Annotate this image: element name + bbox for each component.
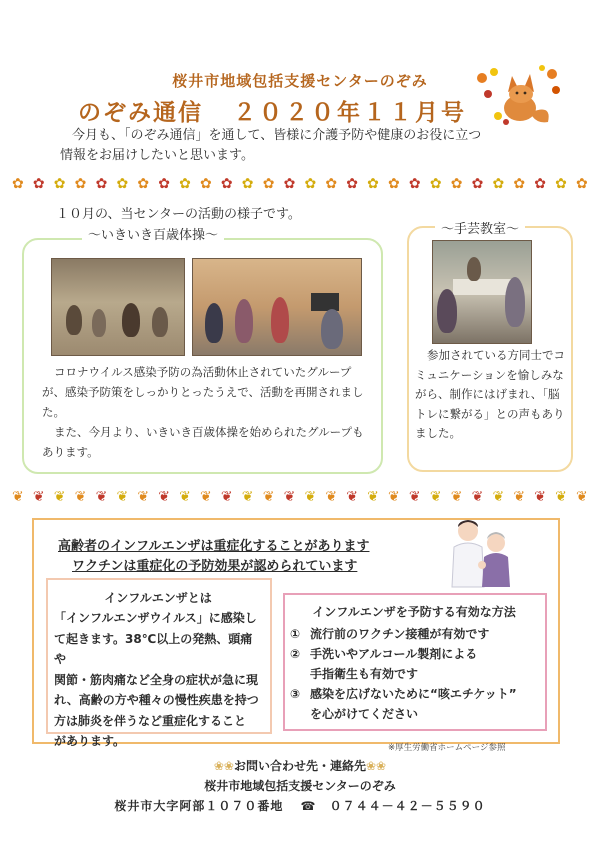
newsletter-title xyxy=(78,94,467,127)
contact-label: お問い合わせ先・連絡先 xyxy=(233,759,366,773)
intro-line-2: 情報をお届けしたいと思います。 xyxy=(60,148,254,163)
intro-line-1: 今月も、「のぞみ通信」を通して、皆様に介護予防や健康のお役に立つ xyxy=(72,128,482,143)
flower-icon: ❀❀ xyxy=(213,759,234,773)
flower-icon: ❀❀ xyxy=(366,759,387,773)
prevention-item: 手指衛生も有効です xyxy=(310,667,419,681)
activity-heading: １０月の、当センターの活動の様子です。 xyxy=(56,207,301,222)
contact-organization: 桜井市地域包括支援センターのぞみ xyxy=(204,779,396,793)
newsletter-name: のぞみ通信 xyxy=(78,100,203,126)
issue-date: ２０２０年１１月号 xyxy=(233,100,467,126)
prevention-item: ③ 感染を広げないために“咳エチケット” xyxy=(290,687,517,701)
exercise-label: ～いきいき百歳体操～ xyxy=(82,224,224,243)
prevention-list xyxy=(290,624,545,724)
prevention-item: ① 流行前のワクチン接種が有効です xyxy=(290,627,490,641)
leaf-border-middle: ❦ ❦ ❦ ❦ ❦ ❦ ❦ ❦ ❦ ❦ ❦ ❦ ❦ ❦ ❦ ❦ ❦ ❦ ❦ ❦ ❦ ❦ ❦ ❦ ❦ ❦ ❦ ❦ xyxy=(12,489,588,505)
contact-address-row xyxy=(0,797,600,814)
definition-line: 関節・筋肉痛など全身の症状が急に現 xyxy=(54,672,259,687)
prevention-item: を心がけてください xyxy=(310,707,419,721)
contact-label-row xyxy=(0,757,600,774)
craft-paragraph: 参加されている方同士でコミュニケーションを愉しみながら、制作にはげまれ、「脳トレに繋がる」との声もありました。 xyxy=(415,348,565,440)
definition-line: があります。 xyxy=(54,734,126,748)
phone-icon: ☎ xyxy=(300,799,317,813)
contact-phone: ０７４４－４２－５５９０ xyxy=(329,799,486,813)
definition-line: 「インフルエンザウイルス」に感染し xyxy=(54,611,257,625)
leaf-border-top: ✿ ✿ ✿ ✿ ✿ ✿ ✿ ✿ ✿ ✿ ✿ ✿ ✿ ✿ ✿ ✿ ✿ ✿ ✿ ✿ ✿ ✿ ✿ ✿ ✿ ✿ ✿ ✿ xyxy=(12,176,588,192)
contact-address: 桜井市大字阿部１０７０番地 xyxy=(114,799,284,813)
organization-name: 桜井市地域包括支援センターのぞみ xyxy=(172,72,428,90)
definition-text xyxy=(54,608,264,752)
exercise-paragraph-1: コロナウイルス感染予防の為活動休止されていたグループが、感染予防策をしっかりとったうえで、活動を再開されました。 xyxy=(42,365,364,419)
exercise-description xyxy=(42,362,372,462)
craft-label: ～手芸教室～ xyxy=(435,218,525,237)
craft-photo xyxy=(432,240,532,344)
prevention-title: インフルエンザを予防する有効な方法 xyxy=(312,605,516,619)
intro-text xyxy=(60,126,560,166)
definition-line: て起きます。38℃以上の発熱、頭痛や xyxy=(54,631,253,666)
craft-description xyxy=(415,346,565,444)
influenza-headline-2: ワクチンは重症化の予防効果が認められています xyxy=(72,559,358,574)
exercise-photo-1 xyxy=(51,258,185,356)
definition-title: インフルエンザとは xyxy=(104,591,212,605)
influenza-headline-1: 高齢者のインフルエンザは重症化することがあります xyxy=(58,539,370,554)
prevention-item: ② 手洗いやアルコール製剤による xyxy=(290,647,478,661)
exercise-photo-2 xyxy=(192,258,362,356)
nurse-illustration xyxy=(448,517,516,589)
exercise-paragraph-2: また、今月より、いきいき百歳体操を始められたグループもあります。 xyxy=(42,425,364,459)
fox-illustration xyxy=(472,64,560,126)
definition-line: 方は肺炎を伴うなど重症化すること xyxy=(54,713,247,728)
definition-line: れ、高齢の方や種々の慢性疾患を持つ xyxy=(54,693,259,707)
source-note: ※厚生労働省ホームページ参照 xyxy=(388,743,506,753)
